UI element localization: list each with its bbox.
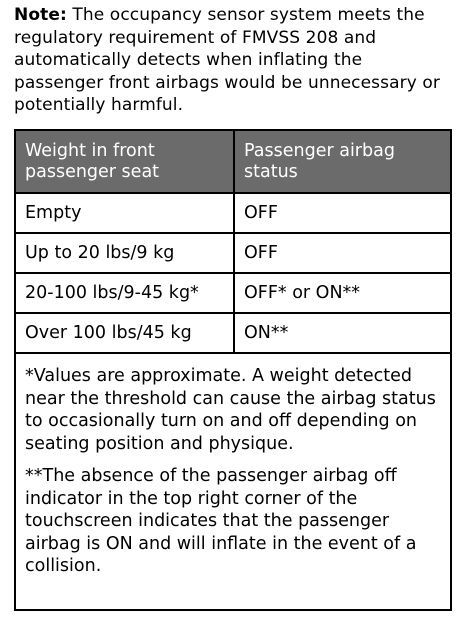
weight-cell: Empty bbox=[15, 193, 234, 233]
footnote-cell bbox=[15, 353, 451, 610]
footnote-indicator: **The absence of the passenger airbag off indicator in the top right corner of the touchscreen indicates that the passenger airbag is ON and will inflate in the event of a collision. bbox=[25, 466, 417, 576]
note-paragraph bbox=[14, 4, 454, 117]
weight-cell: Over 100 lbs/45 kg bbox=[15, 313, 234, 353]
weight-cell: 20-100 lbs/9-45 kg* bbox=[15, 273, 234, 313]
table-row bbox=[15, 193, 451, 233]
header-weight: Weight in front passenger seat bbox=[15, 130, 234, 193]
table-header-row bbox=[15, 130, 451, 193]
table-row bbox=[15, 233, 451, 273]
status-cell: OFF* or ON** bbox=[234, 273, 451, 313]
airbag-status-table bbox=[14, 129, 452, 611]
status-cell: OFF bbox=[234, 193, 451, 233]
header-airbag-status: Passenger airbag status bbox=[234, 130, 451, 193]
footnote-approximate: *Values are approximate. A weight detected near the threshold can cause the airbag status to occasionally turn on and off depending on seating position and physique. bbox=[25, 366, 436, 454]
status-cell: ON** bbox=[234, 313, 451, 353]
footnote-row bbox=[15, 353, 451, 610]
table-row bbox=[15, 313, 451, 353]
table-row bbox=[15, 273, 451, 313]
note-text: The occupancy sensor system meets the regulatory requirement of FMVSS 208 and automatically detects when inflating the passenger front airbags would be unnecessary or potentially harmful. bbox=[14, 5, 440, 115]
note-label: Note: bbox=[14, 5, 67, 25]
status-cell: OFF bbox=[234, 233, 451, 273]
weight-cell: Up to 20 lbs/9 kg bbox=[15, 233, 234, 273]
